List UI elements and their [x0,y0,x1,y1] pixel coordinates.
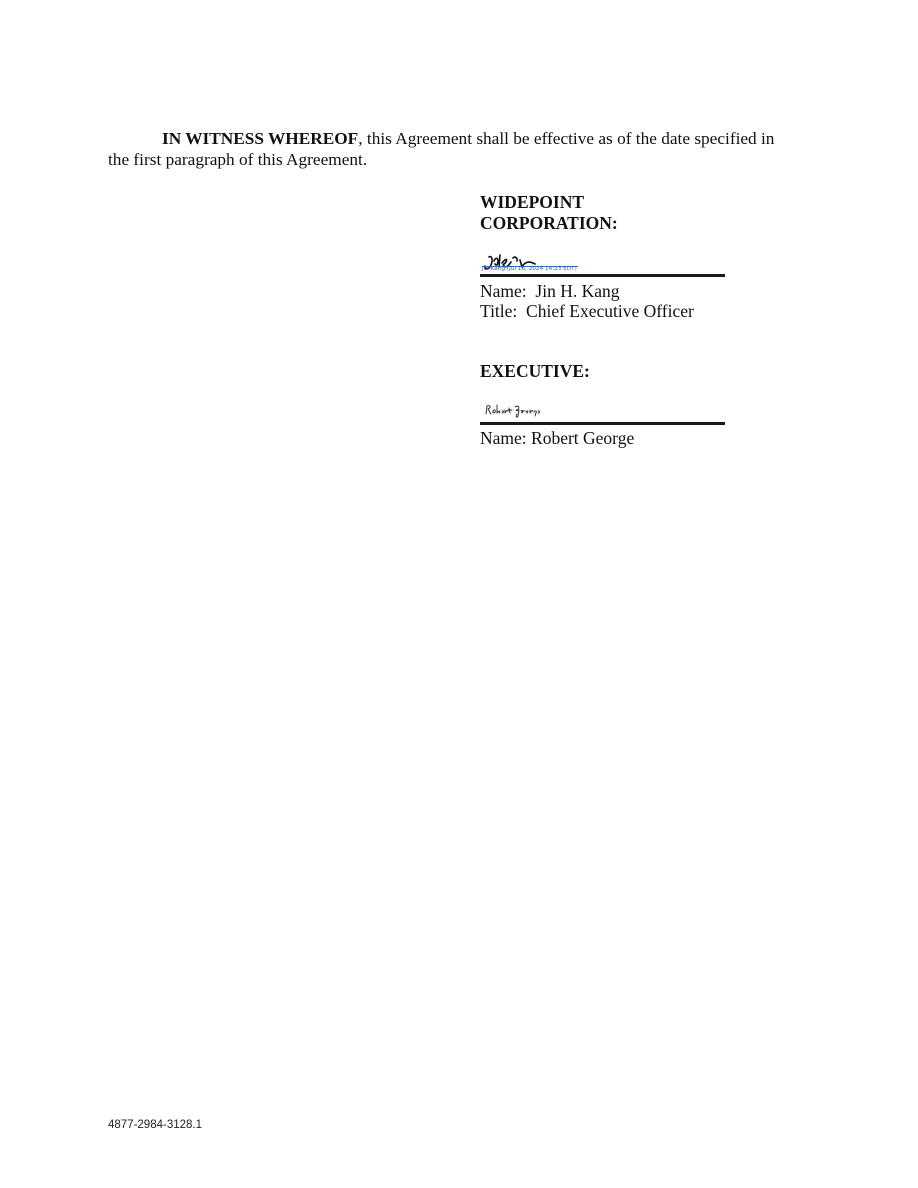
company-heading-line1: WIDEPOINT [480,192,585,212]
document-id: 4877-2984-3128.1 [108,1119,202,1131]
company-signer-name: Name: Jin H. Kang [480,281,620,301]
company-signature-block [480,192,726,321]
executive-heading: EXECUTIVE: [480,361,590,381]
executive-signature-line [480,422,725,425]
executive-signer-name: Name: Robert George [480,428,635,448]
esign-timestamp: Jin Kang (Jul 16, 2024 14:23 EDT) [482,266,577,272]
company-signature-line [480,274,725,277]
company-heading [480,192,726,234]
executive-signature-block [480,361,726,448]
witness-text-line1: , this Agreement shall be effective as of the date specified in [358,129,775,148]
executive-handwritten-signature [482,400,552,420]
witness-lead: IN WITNESS WHEREOF [162,129,359,148]
company-signer-title: Title: Chief Executive Officer [480,301,694,321]
witness-paragraph [108,128,808,170]
executive-signature-area [480,400,726,422]
witness-text-line2: the first paragraph of this Agreement. [108,150,368,169]
company-heading-line2: CORPORATION: [480,213,618,233]
company-signature-area [480,252,726,274]
